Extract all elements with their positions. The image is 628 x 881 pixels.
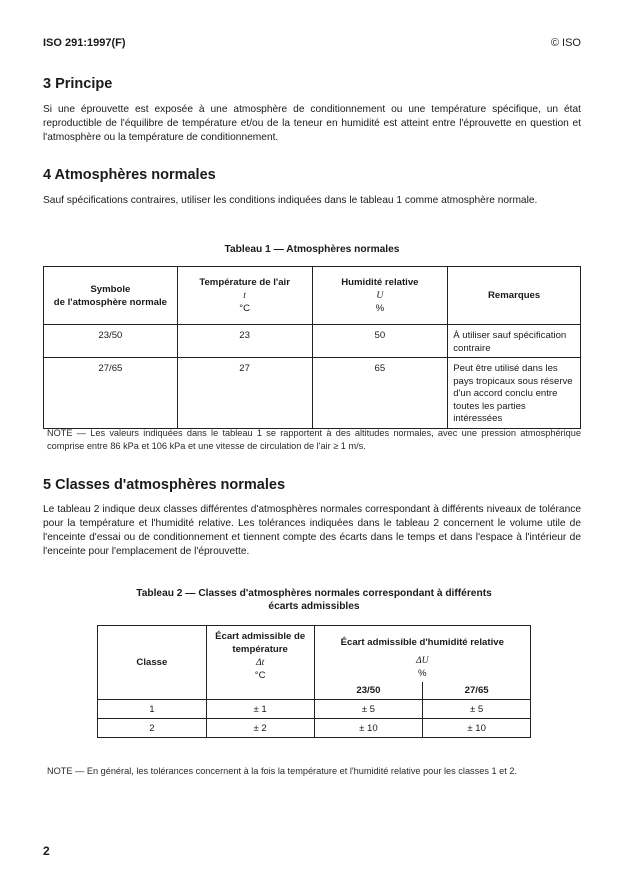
cell-remarks: À utiliser sauf spécification contraire — [448, 325, 581, 358]
cell-hum-27-65: ± 5 — [423, 700, 531, 719]
header-humidity-deviation-label: Écart admissible d'humidité relative — [340, 637, 504, 648]
header-temp-deviation-unit: °C — [254, 670, 266, 681]
header-humidity — [312, 267, 448, 325]
table-1-caption: Tableau 1 — Atmosphères normales — [224, 244, 400, 255]
header-humidity-unit: % — [375, 303, 385, 314]
table-row — [44, 358, 581, 429]
header-23-50: 23/50 — [314, 682, 423, 700]
cell-temperature: 27 — [177, 358, 312, 429]
table-2-caption-line1: Tableau 2 — Classes d'atmosphères normales correspondant à différents — [136, 588, 492, 599]
table-row — [44, 325, 581, 358]
cell-classe: 2 — [98, 719, 207, 738]
document-id: ISO 291:1997(F) — [43, 37, 126, 49]
section-5-title: 5 Classes d'atmosphères normales — [43, 477, 286, 493]
table-1-header-row — [44, 267, 581, 325]
page-number: 2 — [43, 844, 50, 858]
header-27-65: 27/65 — [423, 682, 531, 700]
header-humidity-symbol: U — [376, 290, 384, 301]
table-1 — [43, 266, 581, 429]
table-2-header-row — [98, 626, 531, 682]
cell-remarks: Peut être utilisé dans les pays tropicaux sous réserve d'un accord conclu entre toutes les parties intéressées — [448, 358, 581, 429]
header-symbol-line1: Symbole — [90, 283, 131, 295]
header-humidity-deviation-symbol: ΔU — [415, 655, 429, 666]
header-temperature-symbol: t — [243, 290, 246, 301]
section-5-body: Le tableau 2 indique deux classes différentes d'atmosphères normales correspondant à différents niveaux de tolérance pour la température et l'humidité relative. Les tolérances indiquées dans le tableau 2 concernent le volume utile de l'enceinte d'essai ou de conditionnement et tiennent compte des écarts dans le temps et dans l'espace à l'intérieur de l'enceinte pour l'emplacement de l'éprouvette. — [43, 504, 581, 557]
cell-symbol: 23/50 — [44, 325, 178, 358]
cell-hum-27-65: ± 10 — [423, 719, 531, 738]
header-humidity-deviation-unit: % — [418, 668, 427, 679]
copyright: © ISO — [550, 37, 581, 49]
header-remarks: Remarques — [448, 267, 581, 325]
header-temp-deviation — [206, 626, 314, 700]
note-2: NOTE — En général, les tolérances concernent à la fois la température et l'humidité relative pour les classes 1 et 2. — [47, 766, 518, 776]
section-4-title: 4 Atmosphères normales — [43, 167, 216, 183]
header-temperature-unit: °C — [239, 303, 251, 314]
table-row — [98, 719, 531, 738]
header-symbol-line2: de l'atmosphère normale — [53, 296, 167, 308]
header-temp-deviation-label: Écart admissible de température — [215, 631, 306, 655]
table-2-caption-line2: écarts admissibles — [268, 601, 360, 612]
cell-temp-deviation: ± 1 — [206, 700, 314, 719]
cell-classe: 1 — [98, 700, 207, 719]
header-temp-deviation-symbol: Δt — [255, 657, 265, 668]
cell-hum-23-50: ± 10 — [314, 719, 423, 738]
section-4-body: Sauf spécifications contraires, utiliser les conditions indiquées dans le tableau 1 comme atmosphère normale. — [43, 195, 538, 206]
header-symbol — [44, 267, 178, 325]
table-2-caption — [97, 587, 531, 613]
section-3-body: Si une éprouvette est exposée à une atmosphère de conditionnement ou une température spécifique, un état reproductible de l'équilibre de température et/ou de la teneur en humidité est atteint entre l'éprouvette en question et l'atmosphère ou la température de conditionnement. — [43, 104, 581, 143]
table-row — [98, 700, 531, 719]
header-classe: Classe — [98, 626, 207, 700]
header-temperature — [177, 267, 312, 325]
header-temperature-label: Température de l'air — [199, 277, 290, 288]
table-2 — [97, 625, 531, 738]
cell-humidity: 65 — [312, 358, 448, 429]
cell-humidity: 50 — [312, 325, 448, 358]
cell-hum-23-50: ± 5 — [314, 700, 423, 719]
cell-temp-deviation: ± 2 — [206, 719, 314, 738]
header-humidity-deviation — [314, 626, 530, 682]
cell-temperature: 23 — [177, 325, 312, 358]
section-3-title: 3 Principe — [43, 76, 113, 92]
cell-symbol: 27/65 — [44, 358, 178, 429]
note-1: NOTE — Les valeurs indiquées dans le tableau 1 se rapportent à des altitudes normales, avec une pression atmosphérique comprise entre 86 kPa et 106 kPa et une vitesse de circulation de l'air ≥ 1 m/s. — [47, 428, 581, 451]
header-humidity-label: Humidité relative — [341, 277, 419, 288]
